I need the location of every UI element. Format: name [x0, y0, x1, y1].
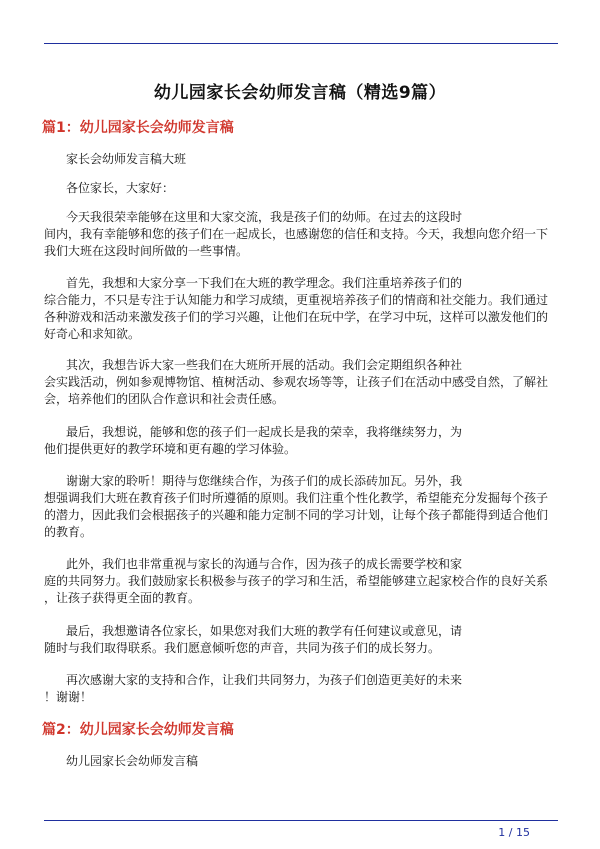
greeting: 各位家长，大家好： [66, 181, 175, 195]
paragraph-line: 的潜力，因此我们会根据孩子的兴趣和能力定制不同的学习计划，让每个孩子都能得到适合他们 [44, 508, 549, 522]
paragraph-line: 谢谢大家的聆听！期待与您继续合作，为孩子们的成长添砖加瓦。另外，我 [66, 474, 463, 488]
paragraph-line: 好奇心和求知欲。 [44, 327, 141, 341]
document-title: 幼儿园家长会幼师发言稿（精选9篇） [153, 83, 447, 103]
paragraph-line: 会实践活动，例如参观博物馆、植树活动、参观农场等等，让孩子们在活动中感受自然，了解社 [44, 375, 549, 389]
paragraph-line: 他们提供更好的教学环境和更有趣的学习体验。 [44, 442, 297, 456]
footer-rule [44, 820, 558, 821]
paragraph-line: 会，培养他们的团队合作意识和社会责任感。 [44, 392, 285, 406]
paragraph-line: ！谢谢！ [44, 690, 93, 704]
paragraph-line: 今天我很荣幸能够在这里和大家交流，我是孩子们的幼师。在过去的这段时 [66, 210, 463, 224]
paragraph-line: 综合能力，不只是专注于认知能力和学习成绩，更重视培养孩子们的情商和社交能力。我们通过 [44, 293, 549, 307]
section-subtitle-2: 幼儿园家长会幼师发言稿 [66, 754, 199, 768]
paragraph-line: 再次感谢大家的支持和合作，让我们共同努力，为孩子们创造更美好的未来 [66, 673, 463, 687]
paragraph-line: 其次，我想告诉大家一些我们在大班所开展的活动。我们会定期组织各种社 [66, 358, 463, 372]
paragraph-line: 我们大班在这段时间所做的一些事情。 [44, 244, 249, 258]
paragraph-line: 庭的共同努力。我们鼓励家长积极参与孩子的学习和生活，希望能够建立起家校合作的良好关系 [44, 574, 549, 588]
paragraph-line: ，让孩子获得更全面的教育。 [44, 591, 201, 605]
paragraph-line: 的教育。 [44, 525, 93, 539]
section-subtitle-1: 家长会幼师发言稿大班 [66, 152, 187, 166]
paragraph-line: 想强调我们大班在教育孩子们时所遵循的原则。我们注重个性化教学，希望能充分发掘每个孩子 [44, 491, 549, 505]
section-heading-1: 篇1：幼儿园家长会幼师发言稿 [42, 120, 234, 136]
paragraph-line: 间内，我有幸能够和您的孩子们在一起成长，也感谢您的信任和支持。今天，我想向您介绍一下 [44, 227, 549, 241]
paragraph-line: 最后，我想邀请各位家长，如果您对我们大班的教学有任何建议或意见，请 [66, 624, 463, 638]
paragraph-line: 随时与我们取得联系。我们愿意倾听您的声音，共同为孩子们的成长努力。 [44, 641, 441, 655]
section-heading-2: 篇2：幼儿园家长会幼师发言稿 [42, 722, 234, 738]
page-indicator: 1 / 15 [498, 826, 530, 839]
paragraph-line: 最后，我想说，能够和您的孩子们一起成长是我的荣幸，我将继续努力，为 [66, 425, 463, 439]
header-rule [44, 43, 558, 44]
paragraph-line: 此外，我们也非常重视与家长的沟通与合作，因为孩子的成长需要学校和家 [66, 557, 463, 571]
paragraph-line: 各种游戏和活动来激发孩子们的学习兴趣，让他们在玩中学，在学习中玩，这样可以激发他们的 [44, 310, 549, 324]
paragraph-line: 首先，我想和大家分享一下我们在大班的教学理念。我们注重培养孩子们的 [66, 276, 463, 290]
